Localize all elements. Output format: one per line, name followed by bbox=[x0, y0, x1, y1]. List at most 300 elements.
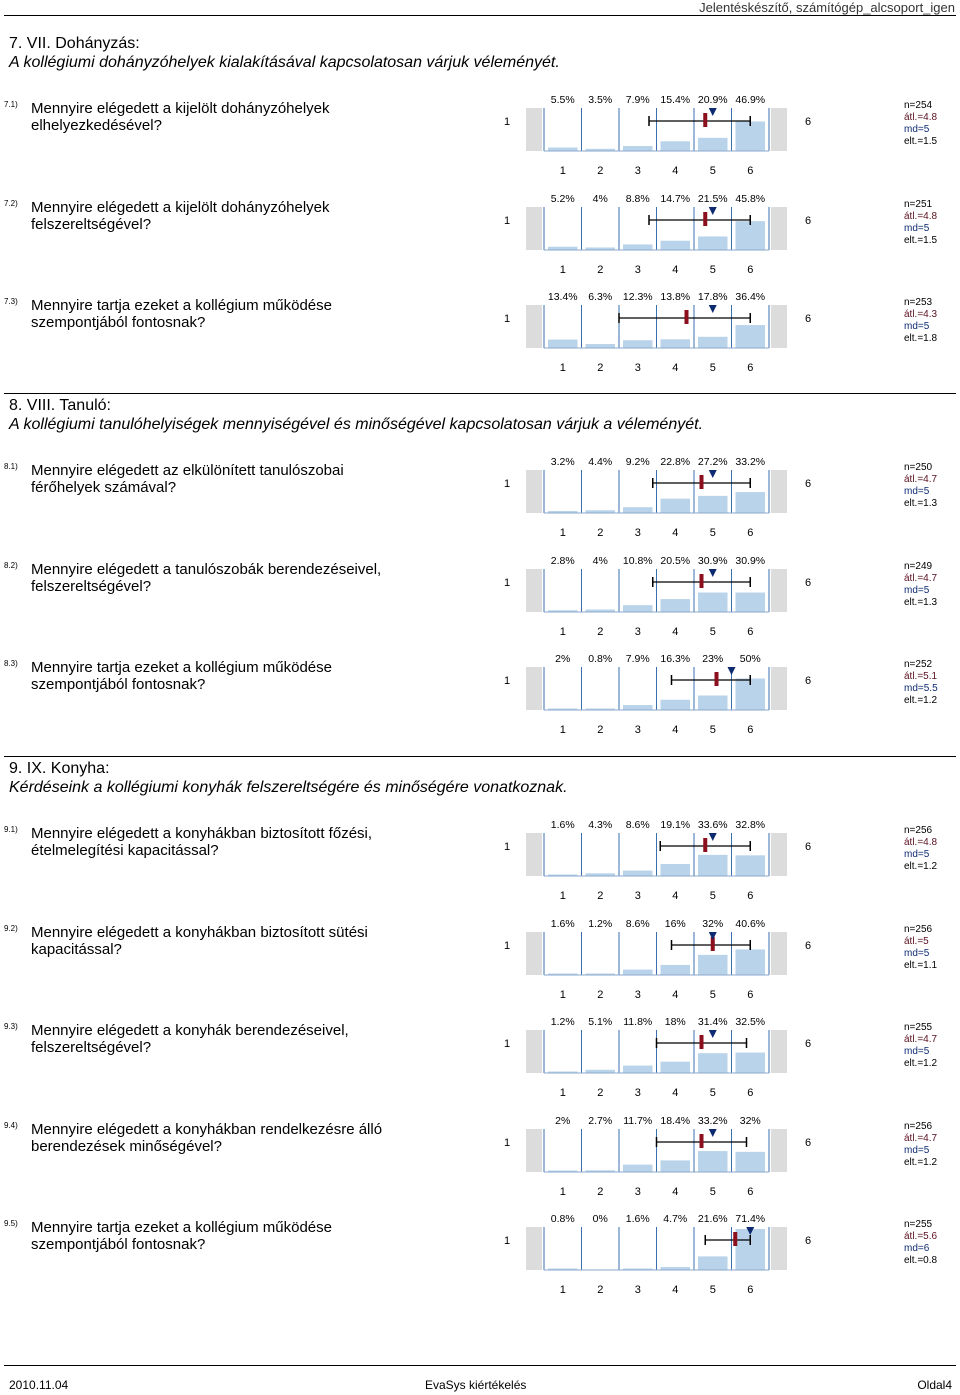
bar-4 bbox=[661, 339, 691, 348]
scale-label: 3 bbox=[634, 1185, 641, 1198]
question-number: 8.3) bbox=[4, 659, 18, 668]
pct-label: 18.4% bbox=[660, 1114, 691, 1127]
question-text: Mennyire elégedett a tanulószobák berendezéseivel, felszereltségével? bbox=[31, 560, 382, 595]
pct-label: 21.6% bbox=[697, 1213, 728, 1225]
pct-label: 45.8% bbox=[735, 192, 766, 205]
pct-label: 15.4% bbox=[660, 94, 691, 106]
pct-label: 18% bbox=[664, 1016, 686, 1028]
stat-sd: elt.=0.8 bbox=[904, 1255, 938, 1266]
pct-label: 2.7% bbox=[588, 1114, 613, 1127]
question-number: 7.3) bbox=[4, 297, 18, 306]
stat-sd: elt.=1.2 bbox=[904, 695, 938, 706]
distribution-chart bbox=[504, 1209, 812, 1319]
stat-mean: átl.=4.8 bbox=[904, 837, 938, 848]
pct-label: 2% bbox=[555, 1114, 571, 1127]
bar-5 bbox=[698, 1256, 728, 1270]
bar-4 bbox=[661, 240, 691, 249]
scale-left-label: 1 bbox=[504, 841, 511, 853]
pct-label: 11.8% bbox=[623, 1016, 653, 1028]
stat-sd: elt.=1.5 bbox=[904, 234, 938, 246]
stat-median: md=5 bbox=[904, 321, 930, 332]
pct-label: 17.8% bbox=[697, 291, 728, 303]
pct-label: 4% bbox=[592, 192, 608, 205]
scale-label: 3 bbox=[634, 362, 641, 374]
bar-4 bbox=[661, 964, 691, 974]
scale-label: 2 bbox=[597, 625, 604, 638]
header-rule bbox=[4, 15, 956, 16]
scale-label: 2 bbox=[597, 527, 604, 539]
question-number: 9.4) bbox=[4, 1120, 18, 1130]
pct-label: 32.8% bbox=[735, 819, 766, 831]
scale-label: 4 bbox=[672, 890, 679, 902]
bar-5 bbox=[698, 1151, 728, 1172]
scale-label: 2 bbox=[597, 1185, 604, 1198]
scale-label: 6 bbox=[747, 1284, 754, 1296]
pct-label: 33.2% bbox=[697, 1114, 728, 1127]
question-text: Mennyire elégedett az elkülönített tanulószobai férőhelyek számával? bbox=[31, 462, 344, 496]
bar-4 bbox=[661, 1062, 691, 1073]
scale-right-label: 6 bbox=[805, 576, 812, 589]
scale-label: 3 bbox=[634, 527, 641, 539]
scale-label: 1 bbox=[559, 1087, 566, 1099]
section-title: 7. VII. Dohányzás: bbox=[9, 35, 140, 52]
scale-label: 6 bbox=[747, 263, 754, 276]
pct-label: 13.4% bbox=[547, 291, 578, 303]
pct-label: 14.7% bbox=[660, 192, 691, 205]
section-title: 9. IX. Konyha: bbox=[9, 760, 110, 777]
bar-5 bbox=[698, 496, 728, 513]
scale-label: 6 bbox=[747, 988, 754, 1001]
stat-median: md=5 bbox=[904, 124, 930, 135]
median-marker bbox=[709, 207, 717, 215]
question-block bbox=[0, 291, 960, 395]
stat-sd: elt.=1.1 bbox=[904, 959, 938, 971]
pct-label: 0% bbox=[592, 1213, 608, 1225]
stat-median: md=5.5 bbox=[904, 683, 938, 694]
pct-label: 0.8% bbox=[550, 1213, 575, 1225]
left-gutter bbox=[526, 667, 542, 710]
distribution-chart bbox=[504, 90, 812, 200]
footer-page: Oldal4 bbox=[917, 1378, 952, 1392]
scale-left-label: 1 bbox=[504, 1038, 511, 1050]
scale-label: 5 bbox=[709, 890, 716, 902]
median-marker bbox=[709, 932, 717, 940]
question-stats bbox=[904, 100, 937, 148]
scale-label: 3 bbox=[634, 263, 641, 276]
stat-mean: átl.=4.7 bbox=[904, 474, 938, 485]
question-stats bbox=[904, 659, 938, 707]
bar-6 bbox=[736, 855, 766, 876]
scale-left-label: 1 bbox=[504, 313, 511, 325]
scale-right-label: 6 bbox=[805, 939, 812, 952]
mean-marker bbox=[733, 1232, 737, 1246]
question-text: Mennyire elégedett a konyhákban rendelkezésre álló berendezések minőségével? bbox=[31, 1120, 383, 1155]
scale-label: 3 bbox=[634, 1087, 641, 1099]
pct-label: 36.4% bbox=[735, 291, 766, 303]
section-subtitle: A kollégiumi dohányzóhelyek kialakításával kapcsolatosan várjuk véleményét. bbox=[9, 54, 560, 71]
pct-label: 27.2% bbox=[697, 456, 728, 468]
question-number: 9.1) bbox=[4, 825, 18, 834]
stat-sd: elt.=1.5 bbox=[904, 136, 938, 147]
scale-label: 4 bbox=[672, 724, 679, 736]
question-text: Mennyire elégedett a kijelölt dohányzóhelyek felszereltségével? bbox=[31, 198, 330, 233]
scale-label: 3 bbox=[634, 625, 641, 638]
left-gutter bbox=[526, 108, 542, 151]
question-number: 7.1) bbox=[4, 100, 18, 109]
stat-mean: átl.=4.7 bbox=[904, 1132, 938, 1144]
scale-label: 1 bbox=[559, 165, 566, 177]
question-stats bbox=[904, 297, 937, 345]
scale-label: 1 bbox=[559, 362, 566, 374]
stat-mean: átl.=5.6 bbox=[904, 1231, 938, 1242]
scale-label: 6 bbox=[747, 1087, 754, 1099]
question-text: Mennyire tartja ezeket a kollégium működése szempontjából fontosnak? bbox=[31, 659, 332, 693]
median-marker bbox=[709, 833, 717, 841]
question-stats bbox=[904, 825, 937, 873]
scale-label: 1 bbox=[559, 625, 566, 638]
pct-label: 4.4% bbox=[588, 456, 613, 468]
bar-3 bbox=[623, 969, 653, 974]
pct-label: 23% bbox=[702, 653, 724, 665]
pct-label: 71.4% bbox=[735, 1213, 766, 1225]
bar-5 bbox=[698, 236, 728, 250]
stat-n: n=255 bbox=[904, 1219, 933, 1230]
scale-label: 4 bbox=[672, 362, 679, 374]
scale-label: 6 bbox=[747, 724, 754, 736]
scale-label: 4 bbox=[672, 1185, 679, 1198]
question-stats bbox=[904, 462, 937, 510]
distribution-chart bbox=[504, 815, 812, 925]
bar-5 bbox=[698, 855, 728, 876]
scale-label: 1 bbox=[559, 988, 566, 1001]
pct-label: 4% bbox=[592, 554, 608, 567]
stat-mean: átl.=5.1 bbox=[904, 671, 938, 682]
scale-right-label: 6 bbox=[805, 313, 812, 325]
stat-mean: átl.=5 bbox=[904, 935, 929, 947]
scale-label: 2 bbox=[597, 1087, 604, 1099]
pct-label: 13.8% bbox=[660, 291, 691, 303]
scale-label: 1 bbox=[559, 263, 566, 276]
mean-marker bbox=[700, 574, 704, 588]
stat-sd: elt.=1.8 bbox=[904, 333, 938, 344]
stat-n: n=254 bbox=[904, 100, 933, 111]
right-gutter bbox=[771, 667, 787, 710]
pct-label: 20.5% bbox=[660, 554, 691, 567]
stat-n: n=252 bbox=[904, 659, 933, 670]
left-gutter bbox=[526, 207, 542, 250]
scale-label: 2 bbox=[597, 890, 604, 902]
scale-label: 4 bbox=[672, 1284, 679, 1296]
pct-label: 1.2% bbox=[550, 1016, 575, 1028]
scale-label: 1 bbox=[559, 724, 566, 736]
stat-mean: átl.=4.8 bbox=[904, 112, 938, 123]
footer-date: 2010.11.04 bbox=[9, 1378, 69, 1392]
bar-1 bbox=[548, 340, 578, 348]
report-header: Jelentéskészítő, számítógép_alcsoport_igen bbox=[699, 0, 955, 15]
stat-n: n=256 bbox=[904, 1120, 933, 1132]
question-number: 7.2) bbox=[4, 198, 18, 208]
bar-6 bbox=[736, 325, 766, 348]
scale-left-label: 1 bbox=[504, 675, 511, 687]
right-gutter bbox=[771, 108, 787, 151]
scale-label: 5 bbox=[709, 724, 716, 736]
scale-right-label: 6 bbox=[805, 841, 812, 853]
stat-sd: elt.=1.3 bbox=[904, 596, 938, 608]
pct-label: 1.6% bbox=[550, 819, 575, 831]
stat-median: md=5 bbox=[904, 849, 930, 860]
pct-label: 30.9% bbox=[697, 554, 728, 567]
scale-right-label: 6 bbox=[805, 1038, 812, 1050]
scale-left-label: 1 bbox=[504, 116, 511, 128]
scale-label: 5 bbox=[709, 362, 716, 374]
section-title: 8. VIII. Tanuló: bbox=[9, 397, 111, 414]
bar-4 bbox=[661, 700, 691, 710]
question-block bbox=[0, 917, 960, 1022]
pct-label: 32% bbox=[702, 917, 724, 930]
scale-label: 3 bbox=[634, 724, 641, 736]
stat-median: md=5 bbox=[904, 486, 930, 497]
scale-label: 6 bbox=[747, 362, 754, 374]
stat-n: n=250 bbox=[904, 462, 933, 473]
stat-median: md=5 bbox=[904, 947, 930, 959]
bar-1 bbox=[548, 148, 578, 151]
scale-label: 5 bbox=[709, 263, 716, 276]
stat-n: n=256 bbox=[904, 825, 933, 836]
scale-label: 2 bbox=[597, 165, 604, 177]
right-gutter bbox=[771, 932, 787, 975]
bar-3 bbox=[623, 507, 653, 513]
left-gutter bbox=[526, 833, 542, 876]
bar-3 bbox=[623, 705, 653, 710]
right-gutter bbox=[771, 1129, 787, 1172]
scale-label: 6 bbox=[747, 165, 754, 177]
bar-6 bbox=[736, 592, 766, 611]
pct-label: 30.9% bbox=[735, 554, 766, 567]
distribution-chart bbox=[504, 287, 812, 397]
scale-label: 6 bbox=[747, 527, 754, 539]
scale-label: 1 bbox=[559, 1185, 566, 1198]
question-stats bbox=[904, 199, 937, 247]
footer-rule bbox=[4, 1365, 956, 1366]
scale-label: 2 bbox=[597, 1284, 604, 1296]
bar-3 bbox=[623, 146, 653, 151]
question-number: 9.3) bbox=[4, 1022, 18, 1031]
scale-label: 6 bbox=[747, 1185, 754, 1198]
pct-label: 8.6% bbox=[625, 819, 650, 831]
scale-label: 5 bbox=[709, 527, 716, 539]
scale-left-label: 1 bbox=[504, 214, 511, 227]
pct-label: 21.5% bbox=[697, 192, 728, 205]
median-marker bbox=[728, 667, 736, 675]
right-gutter bbox=[771, 569, 787, 612]
scale-label: 5 bbox=[709, 1185, 716, 1198]
mean-marker bbox=[715, 672, 719, 686]
section-subtitle: A kollégiumi tanulóhelyiségek mennyiségével és minőségével kapcsolatosan várjuk a véleményét. bbox=[9, 416, 704, 433]
pct-label: 32% bbox=[739, 1114, 761, 1127]
bar-4 bbox=[661, 599, 691, 612]
bar-5 bbox=[698, 1053, 728, 1073]
bar-4 bbox=[661, 141, 691, 151]
pct-label: 16% bbox=[664, 917, 686, 930]
scale-label: 1 bbox=[559, 890, 566, 902]
pct-label: 0.8% bbox=[588, 653, 613, 665]
pct-label: 50% bbox=[739, 653, 761, 665]
scale-left-label: 1 bbox=[504, 1136, 511, 1149]
stat-n: n=251 bbox=[904, 198, 933, 210]
stat-median: md=6 bbox=[904, 1243, 930, 1254]
question-text: Mennyire elégedett a konyhákban biztosított sütési kapacitással? bbox=[31, 923, 368, 958]
pct-label: 46.9% bbox=[735, 94, 766, 106]
bar-3 bbox=[623, 871, 653, 876]
mean-marker bbox=[700, 475, 704, 489]
stat-sd: elt.=1.2 bbox=[904, 1058, 938, 1069]
scale-label: 5 bbox=[709, 1087, 716, 1099]
bar-4 bbox=[661, 864, 691, 876]
stat-n: n=249 bbox=[904, 560, 933, 572]
pct-label: 1.6% bbox=[550, 917, 575, 930]
distribution-chart bbox=[504, 452, 812, 562]
left-gutter bbox=[526, 1030, 542, 1073]
question-number: 8.2) bbox=[4, 560, 18, 570]
stat-median: md=5 bbox=[904, 584, 930, 596]
scale-label: 4 bbox=[672, 165, 679, 177]
pct-label: 12.3% bbox=[622, 291, 653, 303]
right-gutter bbox=[771, 207, 787, 250]
scale-label: 5 bbox=[709, 1284, 716, 1296]
right-gutter bbox=[771, 1030, 787, 1073]
question-stats bbox=[904, 1121, 937, 1169]
bar-6 bbox=[736, 492, 766, 513]
question-number: 9.2) bbox=[4, 923, 18, 933]
pct-label: 2% bbox=[555, 653, 571, 665]
scale-label: 1 bbox=[559, 527, 566, 539]
pct-label: 11.7% bbox=[623, 1114, 653, 1127]
scale-label: 3 bbox=[634, 890, 641, 902]
bar-5 bbox=[698, 696, 728, 710]
scale-label: 1 bbox=[559, 1284, 566, 1296]
stat-mean: átl.=4.8 bbox=[904, 210, 938, 222]
question-block bbox=[0, 819, 960, 923]
question-block bbox=[0, 192, 960, 297]
scale-label: 2 bbox=[597, 263, 604, 276]
stat-median: md=5 bbox=[904, 1046, 930, 1057]
pct-label: 16.3% bbox=[660, 653, 691, 665]
bar-5 bbox=[698, 954, 728, 974]
pct-label: 31.4% bbox=[697, 1016, 728, 1028]
question-block bbox=[0, 1114, 960, 1219]
left-gutter bbox=[526, 470, 542, 513]
scale-right-label: 6 bbox=[805, 478, 812, 490]
bar-6 bbox=[736, 221, 766, 250]
median-marker bbox=[709, 1030, 717, 1038]
pct-label: 22.8% bbox=[660, 456, 691, 468]
distribution-chart bbox=[504, 551, 812, 661]
distribution-chart bbox=[504, 1111, 812, 1221]
section-rule bbox=[4, 393, 956, 394]
scale-label: 6 bbox=[747, 625, 754, 638]
pct-label: 7.9% bbox=[625, 94, 650, 106]
median-marker bbox=[709, 470, 717, 478]
left-gutter bbox=[526, 1129, 542, 1172]
pct-label: 6.3% bbox=[588, 291, 613, 303]
scale-label: 6 bbox=[747, 890, 754, 902]
bar-2 bbox=[586, 344, 616, 348]
scale-left-label: 1 bbox=[504, 478, 511, 490]
scale-label: 5 bbox=[709, 165, 716, 177]
pct-label: 4.3% bbox=[588, 819, 613, 831]
question-block bbox=[0, 1213, 960, 1317]
pct-label: 10.8% bbox=[622, 554, 653, 567]
question-stats bbox=[904, 1219, 937, 1267]
distribution-chart bbox=[504, 914, 812, 1024]
stat-mean: átl.=4.7 bbox=[904, 1034, 938, 1045]
pct-label: 32.5% bbox=[735, 1016, 766, 1028]
pct-label: 3.5% bbox=[588, 94, 613, 106]
pct-label: 7.9% bbox=[625, 653, 650, 665]
scale-label: 4 bbox=[672, 527, 679, 539]
scale-left-label: 1 bbox=[504, 576, 511, 589]
left-gutter bbox=[526, 1227, 542, 1270]
pct-label: 1.6% bbox=[625, 1213, 650, 1225]
stat-sd: elt.=1.2 bbox=[904, 861, 938, 872]
mean-marker bbox=[703, 212, 707, 226]
question-stats bbox=[904, 1022, 937, 1070]
stat-sd: elt.=1.2 bbox=[904, 1156, 938, 1168]
pct-label: 40.6% bbox=[735, 917, 766, 930]
bar-6 bbox=[736, 1053, 766, 1073]
bar-5 bbox=[698, 592, 728, 611]
mean-marker bbox=[703, 838, 707, 852]
bar-6 bbox=[736, 1151, 766, 1171]
scale-label: 4 bbox=[672, 263, 679, 276]
bar-5 bbox=[698, 337, 728, 348]
scale-label: 3 bbox=[634, 988, 641, 1001]
pct-label: 33.6% bbox=[697, 819, 728, 831]
bar-4 bbox=[661, 1160, 691, 1172]
stat-n: n=255 bbox=[904, 1022, 933, 1033]
scale-left-label: 1 bbox=[504, 939, 511, 952]
question-block bbox=[0, 554, 960, 659]
pct-label: 8.8% bbox=[625, 192, 650, 205]
stat-n: n=256 bbox=[904, 923, 933, 935]
scale-label: 4 bbox=[672, 1087, 679, 1099]
section-rule bbox=[4, 756, 956, 757]
bar-3 bbox=[623, 1164, 653, 1171]
bar-3 bbox=[623, 605, 653, 612]
distribution-chart bbox=[504, 1012, 812, 1122]
pct-label: 4.7% bbox=[663, 1213, 688, 1225]
median-marker bbox=[709, 305, 717, 313]
stat-mean: átl.=4.3 bbox=[904, 309, 938, 320]
pct-label: 33.2% bbox=[735, 456, 766, 468]
scale-label: 4 bbox=[672, 625, 679, 638]
pct-label: 8.6% bbox=[625, 917, 650, 930]
stat-n: n=253 bbox=[904, 297, 933, 308]
bar-3 bbox=[623, 1066, 653, 1073]
pct-label: 5.1% bbox=[588, 1016, 613, 1028]
mean-marker bbox=[703, 113, 707, 127]
distribution-chart bbox=[504, 189, 812, 299]
mean-marker bbox=[700, 1035, 704, 1049]
bar-5 bbox=[698, 138, 728, 151]
question-stats bbox=[904, 561, 937, 609]
right-gutter bbox=[771, 1227, 787, 1270]
footer-center: EvaSys kiértékelés bbox=[425, 1378, 527, 1392]
pct-label: 20.9% bbox=[697, 94, 728, 106]
right-gutter bbox=[771, 305, 787, 348]
bar-3 bbox=[623, 340, 653, 348]
scale-label: 2 bbox=[597, 362, 604, 374]
